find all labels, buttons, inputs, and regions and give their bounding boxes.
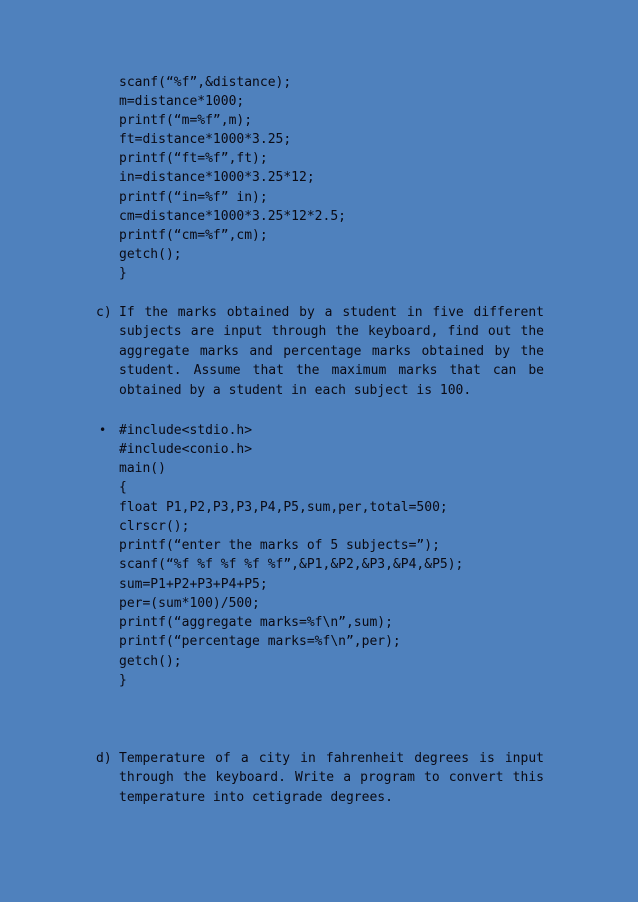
code-line: ft=distance*1000*3.25;: [119, 132, 292, 147]
code-line: printf(“in=%f” in);: [119, 190, 268, 205]
code-line: #include<conio.h>: [119, 442, 253, 457]
code-line: main(): [119, 461, 166, 476]
code-line: getch();: [119, 247, 182, 262]
code-line: scanf(“%f %f %f %f %f”,&P1,&P2,&P3,&P4,&P5);: [119, 557, 464, 572]
question-c-label: c): [96, 305, 112, 320]
code-line: scanf(“%f”,&distance);: [119, 75, 292, 90]
bullet-icon: •: [99, 423, 107, 437]
question-d-label: d): [96, 751, 112, 766]
question-d-text: Temperature of a city in fahrenheit degrees is input through the keyboard. Write a program to convert this temperature into cetigrade degrees.: [119, 751, 544, 805]
code-line: printf(“aggregate marks=%f\n”,sum);: [119, 615, 393, 630]
code-line: printf(“enter the marks of 5 subjects=”);: [119, 538, 440, 553]
code-line: #include<stdio.h>: [119, 423, 253, 438]
code-line: printf(“ft=%f”,ft);: [119, 151, 268, 166]
code-line: {: [119, 480, 127, 495]
code-line: float P1,P2,P3,P3,P4,P5,sum,per,total=500;: [119, 500, 448, 515]
code-line: m=distance*1000;: [119, 94, 245, 109]
code-line: getch();: [119, 654, 182, 669]
code-line: cm=distance*1000*3.25*12*2.5;: [119, 209, 346, 224]
code-line: printf(“cm=%f”,cm);: [119, 228, 268, 243]
question-c-text: If the marks obtained by a student in five different subjects are input through the keyboard, find out the aggregate marks and percentage marks obtained by the student. Assume that the maximum marks that can be obtained by a student in each subject is 100.: [119, 305, 544, 398]
code-line: per=(sum*100)/500;: [119, 596, 260, 611]
code-line: printf(“percentage marks=%f\n”,per);: [119, 634, 401, 649]
code-line: printf(“m=%f”,m);: [119, 113, 253, 128]
code-line: }: [119, 266, 127, 281]
code-line: }: [119, 673, 127, 688]
code-line: sum=P1+P2+P3+P4+P5;: [119, 577, 268, 592]
code-line: clrscr();: [119, 519, 190, 534]
code-line: in=distance*1000*3.25*12;: [119, 170, 315, 185]
